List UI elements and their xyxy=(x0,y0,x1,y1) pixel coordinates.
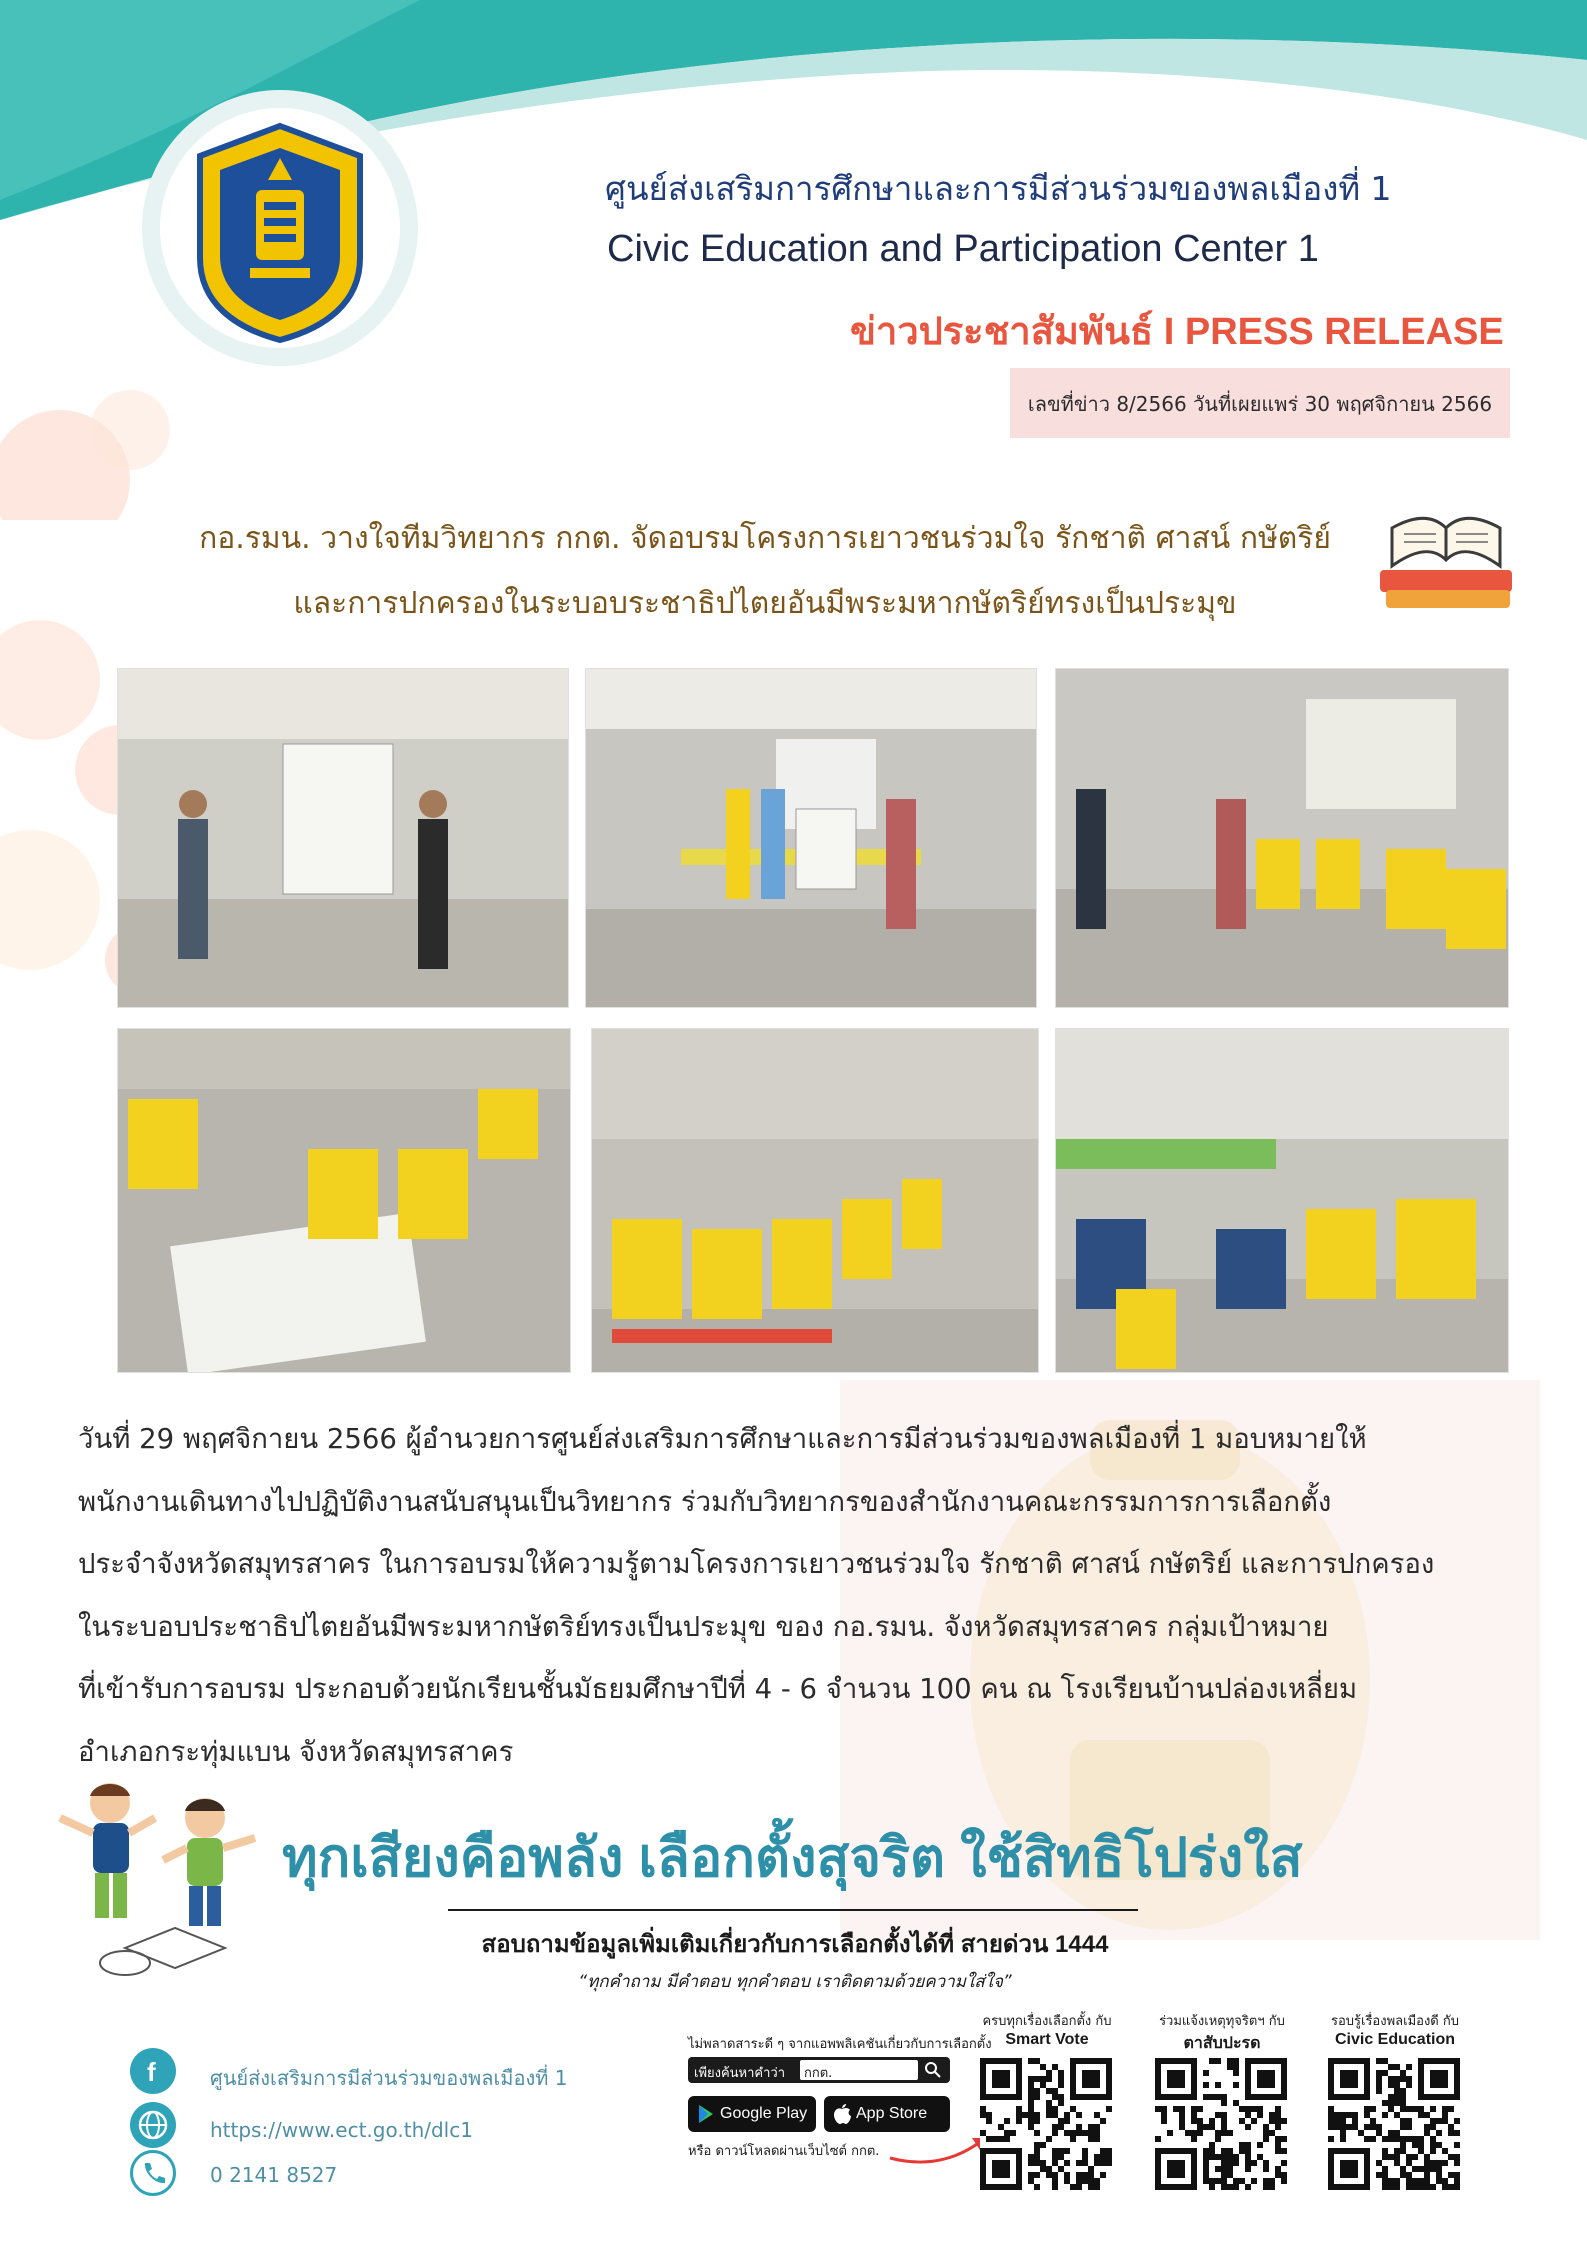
web-download-note: หรือ ดาวน์โหลดผ่านเว็บไซต์ กกต. xyxy=(688,2144,880,2159)
body-line: ที่เข้ารับการอบรม ประกอบด้วยนักเรียนชั้นมัธยมศึกษาปีที่ 4 - 6 จำนวน 100 คน ณ โรงเรียนบ้านปล่องเหลี่ยม xyxy=(78,1673,1358,1705)
body-line: พนักงานเดินทางไปปฏิบัติงานสนับสนุนเป็นวิทยากร ร่วมกับวิทยากรของสำนักงานคณะกรรมการการเลือกตั้ง xyxy=(78,1485,1332,1518)
body-line: ประจำจังหวัดสมุทรสาคร ในการอบรมให้ความรู้ตามโครงการเยาวชนร่วมใจ รักชาติ ศาสน์ กษัตริย์ และการปกครอง xyxy=(78,1548,1435,1580)
body-line: วันที่ 29 พฤศจิกายน 2566 ผู้อำนวยการศูนย์ส่งเสริมการศึกษาและการมีส่วนร่วมของพลเมืองที่ 1 มอบหมายให้ xyxy=(78,1423,1367,1455)
facebook-icon[interactable] xyxy=(130,2048,176,2094)
qr-code-tasapparod[interactable] xyxy=(1155,2058,1287,2190)
photo-2 xyxy=(585,668,1037,1008)
photo-6 xyxy=(1055,1028,1509,1373)
arrow-icon xyxy=(888,2128,988,2168)
photo-5 xyxy=(591,1028,1039,1373)
slogan: ทุกเสียงคือพลัง เลือกตั้งสุจริต ใช้สิทธิโปร่งใส xyxy=(282,1828,1303,1888)
search-icon xyxy=(924,2061,942,2079)
facebook-page-name[interactable]: ศูนย์ส่งเสริมการมีส่วนร่วมของพลเมืองที่ 1 xyxy=(210,2066,568,2090)
qr-code-civic-education[interactable] xyxy=(1328,2058,1460,2190)
org-name-english: Civic Education and Participation Center 1 xyxy=(607,228,1319,270)
qr-caption-smart-vote: ครบทุกเรื่องเลือกตั้ง กับ Smart Vote xyxy=(982,2014,1112,2048)
apple-icon xyxy=(832,2103,852,2125)
body-paragraph xyxy=(78,1408,1510,1783)
ect-seal-logo xyxy=(160,108,400,348)
search-label: เพียงค้นหาคำว่า xyxy=(694,2066,786,2081)
open-book-icon xyxy=(1372,508,1520,620)
search-box[interactable] xyxy=(688,2057,950,2083)
globe-icon xyxy=(130,2102,176,2148)
app-caption: ไม่พลาดสาระดี ๆ จากแอพพลิเคชันเกี่ยวกับการเลือกตั้ง xyxy=(688,2037,992,2052)
headline-line-1: กอ.รมน. วางใจทีมวิทยากร กกต. จัดอบรมโครงการเยาวชนร่วมใจ รักชาติ ศาสน์ กษัตริย์ xyxy=(199,521,1331,556)
qr-caption-civic-education: รอบรู้เรื่องพลเมืองดี กับ Civic Education xyxy=(1330,2014,1459,2048)
body-line: ในระบอบประชาธิปไตยอันมีพระมหากษัตริย์ทรงเป็นประมุข ของ กอ.รมน. จังหวัดสมุทรสาคร กลุ่มเป้าหมาย xyxy=(78,1610,1329,1643)
news-meta-text: เลขที่ข่าว 8/2566 วันที่เผยแพร่ 30 พฤศจิกายน 2566 xyxy=(1027,392,1493,416)
qr-caption-tasapparod: ร่วมแจ้งเหตุทุจริตฯ กับ ตาสับปะรด xyxy=(1159,2014,1285,2052)
google-play-button[interactable] xyxy=(688,2096,816,2132)
qr-code-smart-vote[interactable] xyxy=(980,2058,1112,2190)
phone-number[interactable]: 0 2141 8527 xyxy=(210,2163,338,2187)
svg-text:f: f xyxy=(147,2057,156,2087)
google-play-icon xyxy=(696,2104,716,2124)
body-line: อำเภอกระทุ่มแบน จังหวัดสมุทรสาคร xyxy=(78,1735,514,1768)
kids-illustration xyxy=(55,1778,275,1978)
photo-4 xyxy=(117,1028,571,1373)
app-store-button[interactable] xyxy=(824,2096,950,2132)
app-store-label: App Store xyxy=(856,2105,928,2122)
website-link[interactable]: https://www.ect.go.th/dlc1 xyxy=(210,2118,473,2142)
quote-text: “ทุกคำถาม มีคำตอบ ทุกคำตอบ เราติดตามด้วยความใส่ใจ” xyxy=(578,1972,1012,1992)
news-meta-box xyxy=(1010,368,1510,438)
headline-line-2: และการปกครองในระบอบระชาธิปไตยอันมีพระมหากษัตริย์ทรงเป็นประมุข xyxy=(293,586,1237,621)
hotline-text: สอบถามข้อมูลเพิ่มเติมเกี่ยวกับการเลือกตั้งได้ที่ สายด่วน 1444 xyxy=(481,1931,1109,1958)
org-name-thai: ศูนย์ส่งเสริมการศึกษาและการมีส่วนร่วมของพลเมืองที่ 1 xyxy=(605,169,1392,208)
photo-3 xyxy=(1055,668,1509,1008)
photo-1 xyxy=(117,668,569,1008)
phone-icon xyxy=(130,2150,176,2196)
search-term-field[interactable]: กกต. xyxy=(800,2060,918,2080)
press-release-label: ข่าวประชาสัมพันธ์ I PRESS RELEASE xyxy=(850,311,1504,353)
divider xyxy=(448,1909,1138,1911)
google-play-label: Google Play xyxy=(720,2105,808,2122)
seal-emblem-icon xyxy=(160,108,400,348)
